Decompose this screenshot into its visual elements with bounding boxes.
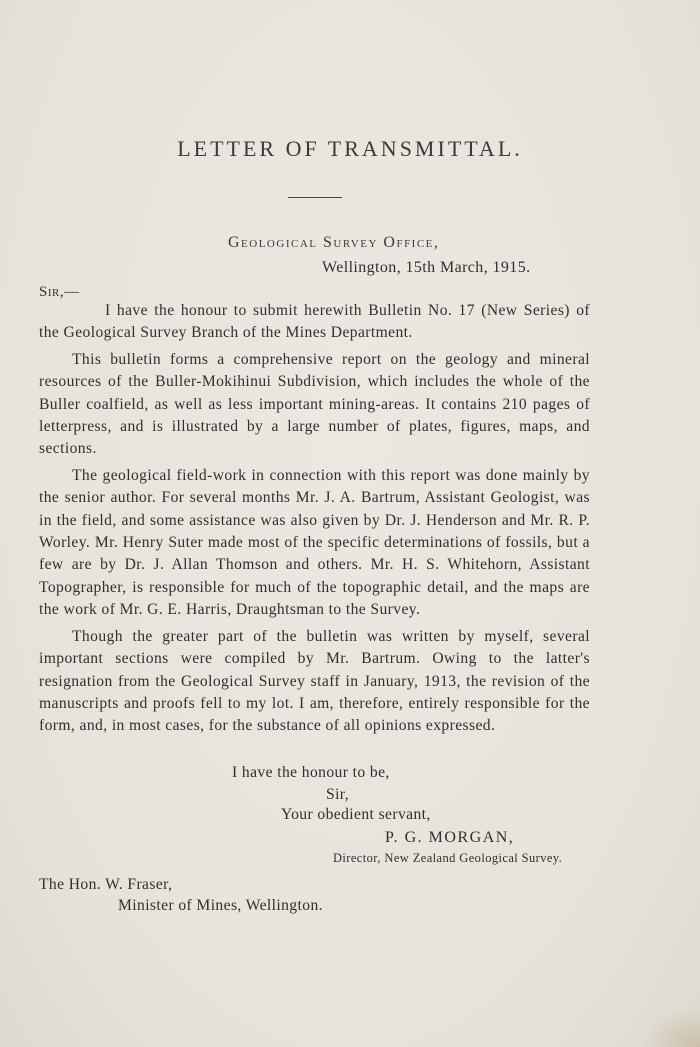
- office-heading: Geological Survey Office,: [228, 234, 440, 251]
- addressee-name: The Hon. W. Fraser,: [39, 876, 173, 893]
- salutation: Sir,—: [39, 284, 80, 300]
- page-title: LETTER OF TRANSMITTAL.: [177, 136, 523, 161]
- paragraph-3: The geological field-work in connection with this report was done mainly by the senior author. For several months Mr. J. A. Bartrum, Assistant Geologist, was in the field, and some assistance was also given by Dr. J. Henderson and Mr. R. P. Worley. Mr. Henry Suter made most of the specific determinations of fossils, but a few are by Dr. J. Allan Thomson and others. Mr. H. S. Whitehorn, Assistant Topographer, is responsible for much of the topographic detail, and the maps are the work of Mr. G. E. Harris, Draughtsman to the Survey.: [39, 466, 590, 619]
- paragraph-4: Though the greater part of the bulletin was written by myself, several important sections were compiled by Mr. Bartrum. Owing to the latter's resignation from the Geological Survey staff in January, 1913, the revision of the manuscripts and proofs fell to my lot. I am, therefore, entirely responsible for the form, and, in most cases, for the substance of all opinions expressed.: [39, 627, 590, 735]
- closing-sir: Sir,: [326, 786, 350, 803]
- signature-name: P. G. MORGAN,: [385, 829, 515, 846]
- addressee-role: Minister of Mines, Wellington.: [118, 897, 323, 914]
- closing-servant: Your obedient servant,: [281, 806, 431, 823]
- paper-stain: [640, 1007, 700, 1047]
- signature-position: Director, New Zealand Geological Survey.: [333, 851, 563, 865]
- dateline: Wellington, 15th March, 1915.: [322, 259, 531, 276]
- paragraph-1: I have the honour to submit herewith Bulletin No. 17 (New Series) of the Geological Survey Branch of the Mines Department.: [39, 302, 590, 342]
- title-divider: [288, 197, 342, 198]
- closing-line: I have the honour to be,: [232, 764, 390, 781]
- letter-body: [39, 300, 590, 742]
- paragraph-2: This bulletin forms a comprehensive report on the geology and mineral resources of the Buller-Mokihinui Subdivision, which includes the whole of the Buller coalfield, as well as less important mining-areas. It contains 210 pages of letterpress, and is illustrated by a large number of plates, figures, maps, and sections.: [39, 350, 590, 458]
